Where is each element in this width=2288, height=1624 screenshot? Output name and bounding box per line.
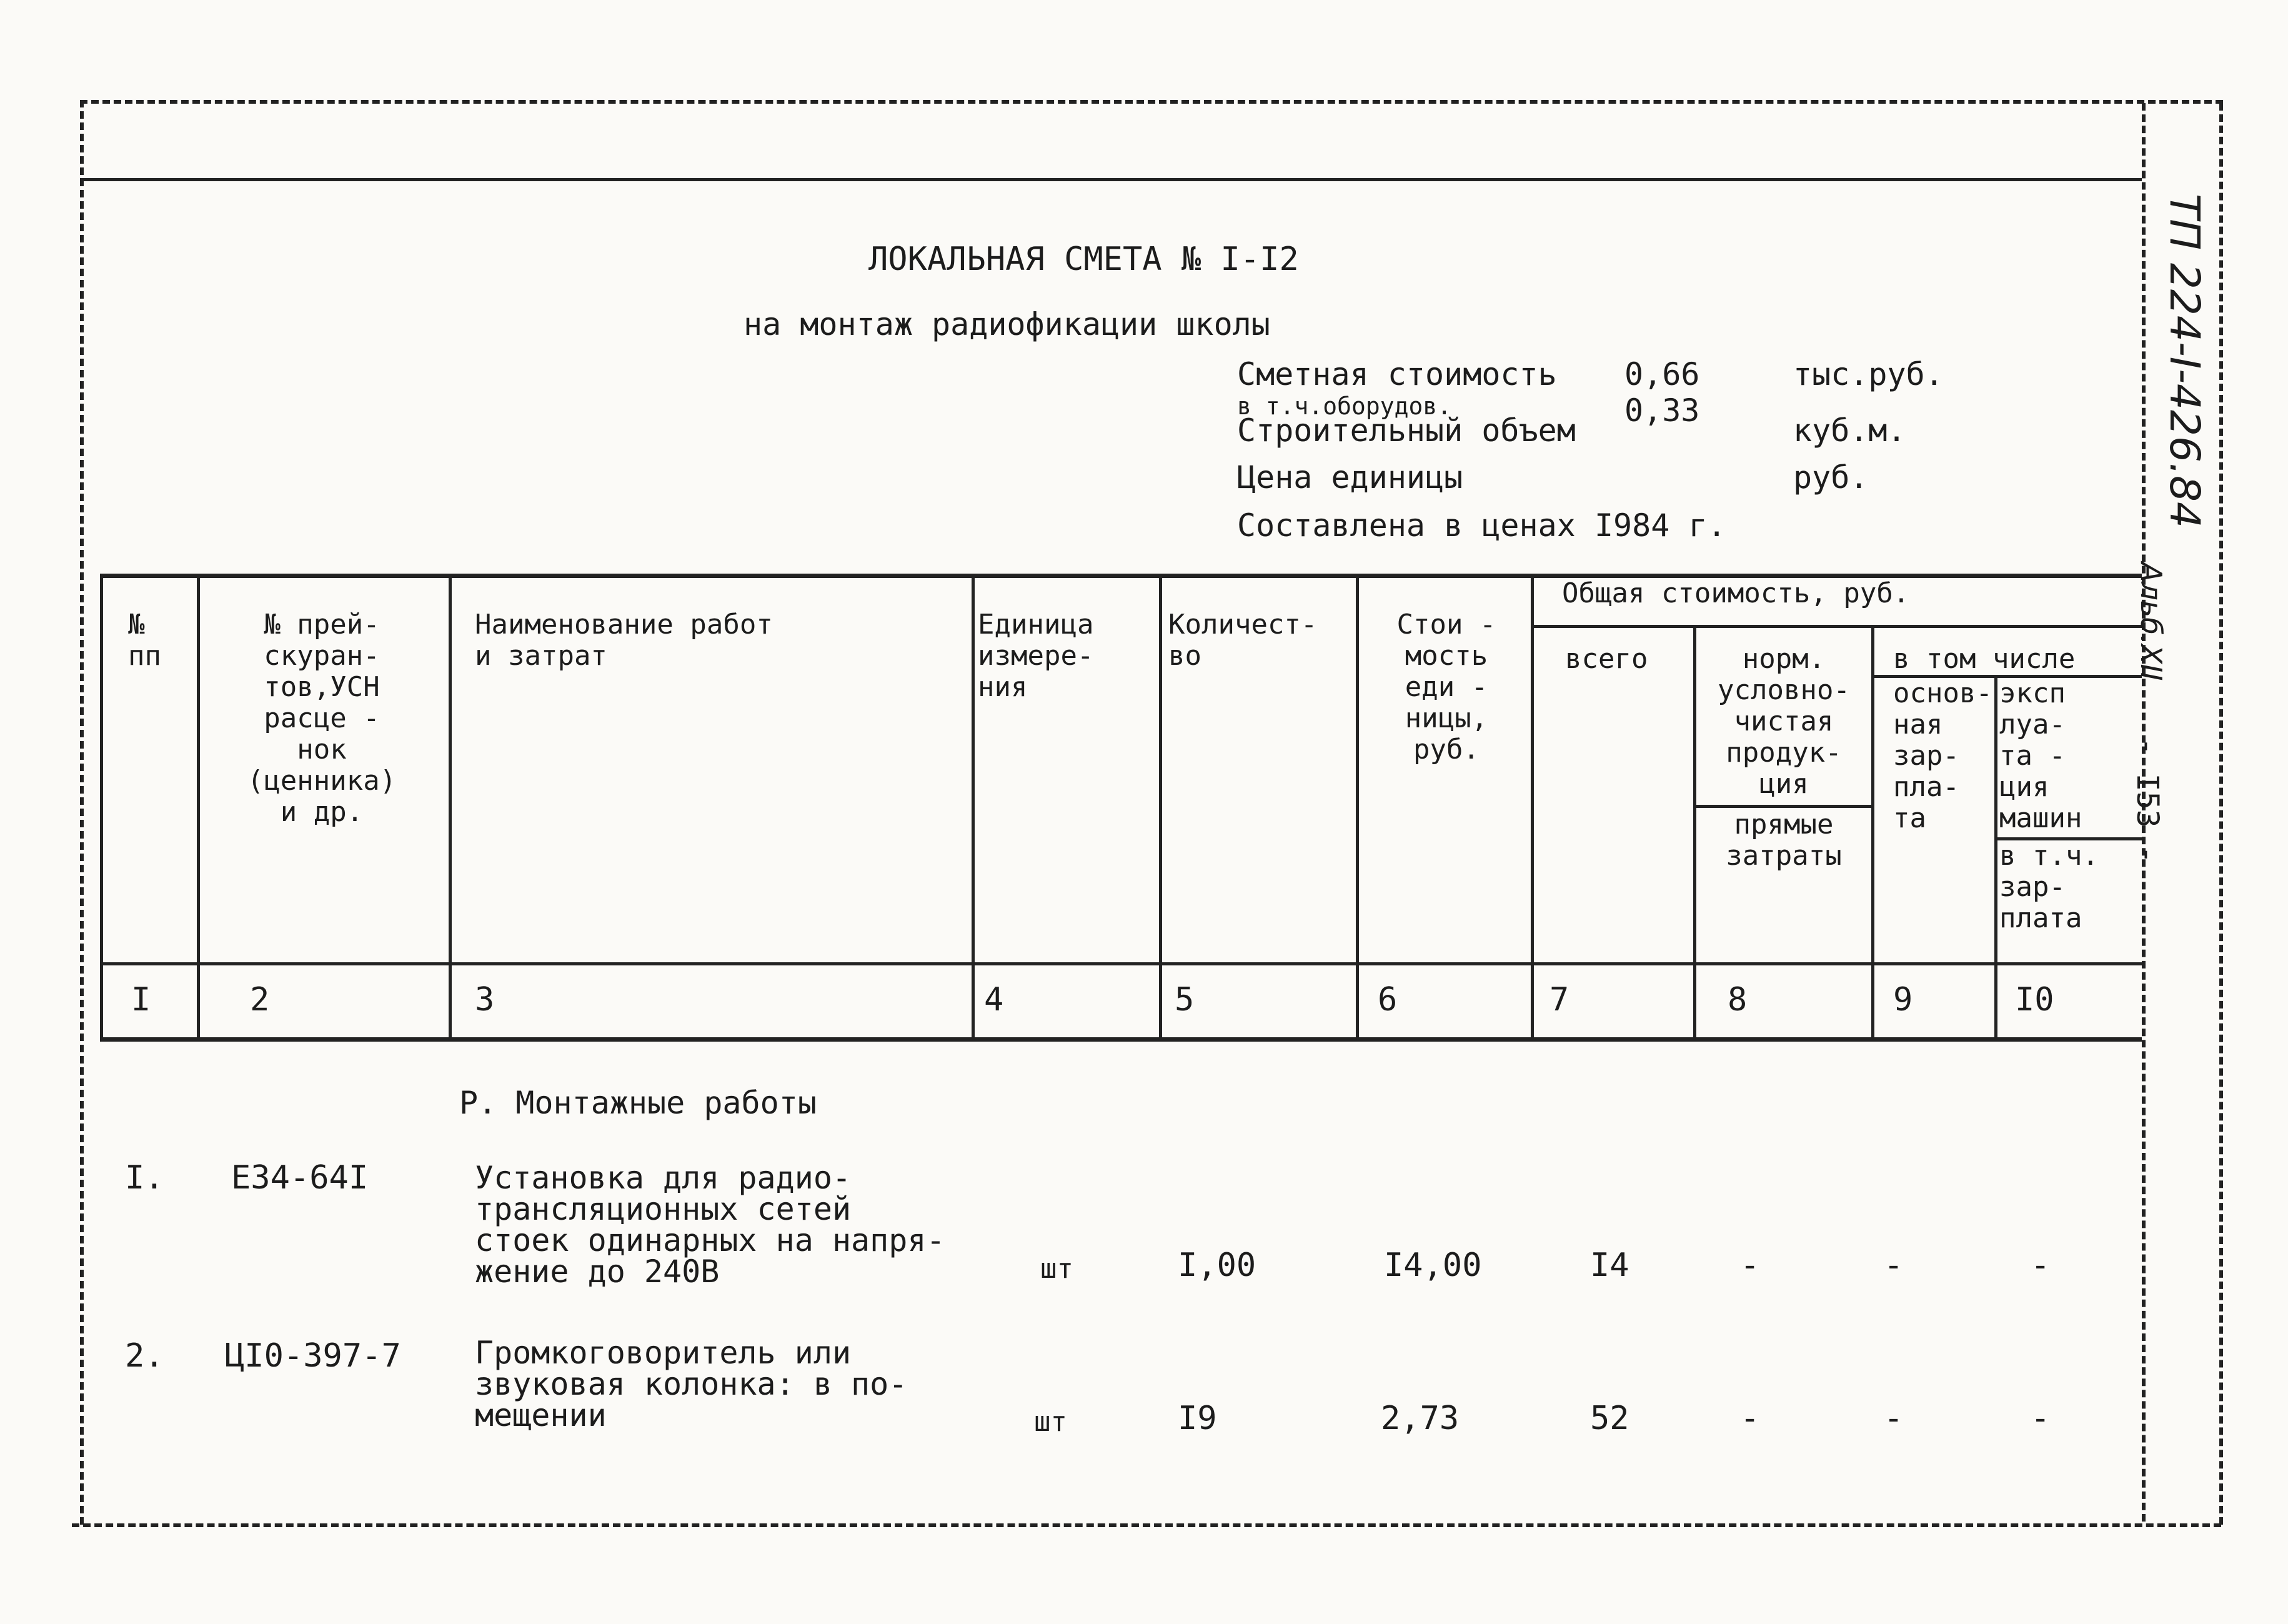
doc-code: ТП 224-I-426.84	[2161, 194, 2209, 528]
album-mark: Альб.XII	[2134, 562, 2168, 681]
document-subtitle: на монтаж радиофикации школы	[744, 306, 1270, 342]
column-number: 9	[1893, 981, 1913, 1019]
col-header-direct-costs: прямые затраты	[1726, 809, 1842, 872]
column-number: 4	[984, 981, 1004, 1019]
equip-label: в т.ч.оборудов.	[1237, 392, 1452, 420]
row-total: 52	[1590, 1400, 1629, 1437]
unit-price-unit: руб.	[1793, 459, 1869, 496]
row-base-wage: -	[1884, 1247, 1904, 1284]
row-unit: шт	[1034, 1406, 1067, 1438]
row-price: I4,00	[1384, 1247, 1482, 1284]
cost-label: Сметная стоимость	[1237, 356, 1557, 392]
col-header-net-product: норм. условно- чистая продук- ция	[1718, 643, 1850, 800]
column-number: 8	[1728, 981, 1748, 1019]
cost-value: 0,66	[1624, 356, 1700, 392]
row-qty: I9	[1178, 1400, 1217, 1437]
column-number: 7	[1549, 981, 1569, 1019]
row-price: 2,73	[1381, 1400, 1460, 1437]
row-unit: шт	[1040, 1253, 1073, 1285]
row-machines: -	[2031, 1400, 2051, 1437]
column-number: I	[131, 981, 151, 1019]
column-number: 6	[1378, 981, 1398, 1019]
cost-unit: тыс.руб.	[1793, 356, 1944, 392]
volume-label: Строительный объем	[1237, 412, 1576, 449]
col-header-total: всего	[1565, 643, 1648, 675]
volume-unit: куб.м.	[1793, 412, 1906, 449]
row-base-wage: -	[1884, 1400, 1904, 1437]
row-total: I4	[1590, 1247, 1629, 1284]
col-header-qty: Количест- во	[1168, 609, 1318, 672]
column-number: 2	[250, 981, 270, 1019]
row-num: I.	[125, 1159, 164, 1197]
col-header-total-group: Общая стоимость, руб.	[1562, 577, 1910, 609]
col-header-unit: Единица измере- ния	[978, 609, 1094, 703]
row-name: Громкоговоритель или звуковая колонка: в по- мещении	[475, 1335, 908, 1433]
row-qty: I,00	[1178, 1247, 1256, 1284]
row-code: ЦI0-397-7	[225, 1337, 401, 1375]
equip-value: 0,33	[1624, 392, 1700, 429]
column-number: 5	[1175, 981, 1195, 1019]
col-header-base-wage: основ- ная зар- пла- та	[1893, 677, 1992, 834]
col-header-pricelist: № прей- скуран- тов,УСН расце - нок (ценника) и др.	[247, 609, 397, 828]
section-title: Р. Монтажные работы	[459, 1085, 817, 1121]
col-header-machine-wage: в т.ч. зар- плата	[1999, 840, 2099, 934]
col-header-machines: эксп луа- та - ция машин	[1999, 677, 2082, 834]
row-net-product: -	[1740, 1400, 1760, 1437]
row-net-product: -	[1740, 1247, 1760, 1284]
row-code: Е34-64I	[231, 1159, 369, 1197]
document-title: ЛОКАЛЬНАЯ СМЕТА № I-I2	[868, 241, 1299, 278]
row-num: 2.	[125, 1337, 164, 1375]
prices-label: Составлена в ценах I984 г.	[1237, 507, 1726, 544]
unit-price-label: Цена единицы	[1237, 459, 1463, 496]
row-machines: -	[2031, 1247, 2051, 1284]
col-header-incl-group: в том числе	[1893, 643, 2076, 675]
column-number: 3	[475, 981, 495, 1019]
col-header-name: Наименование работ и затрат	[475, 609, 773, 672]
col-header-unit-cost: Стои - мость еди - ницы, руб.	[1396, 609, 1496, 765]
col-header-num: № пп	[128, 609, 161, 672]
column-number: I0	[2015, 981, 2054, 1019]
page-number: - I53 -	[2130, 737, 2165, 864]
row-name: Установка для радио- трансляционных сетей стоек одинарных на напря- жение до 240В	[475, 1160, 945, 1290]
